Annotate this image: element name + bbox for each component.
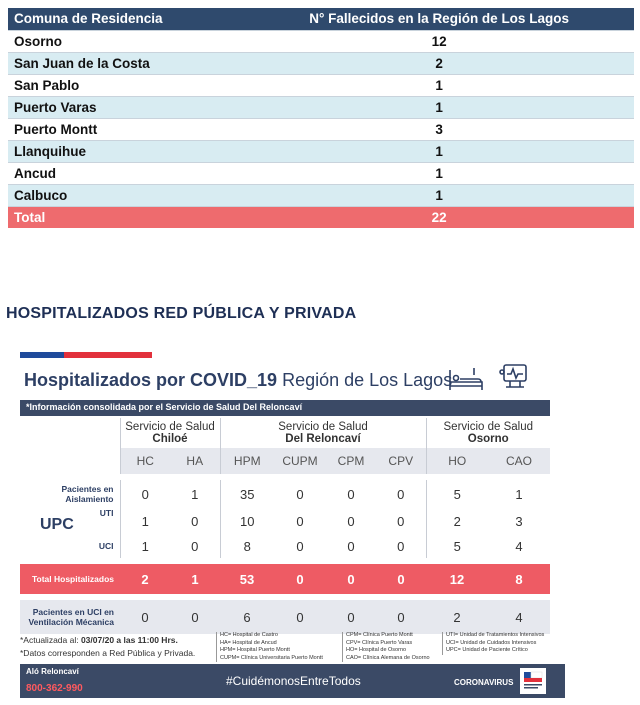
value-cell: 0 <box>397 538 405 554</box>
comuna-cell: Puerto Montt <box>8 118 238 140</box>
value-cell: 0 <box>376 564 426 594</box>
footnotes: *Actualizada al: 03/07/20 a las 11:00 Hrs. *Datos corresponden a Red Pública y Privada. <box>20 635 196 658</box>
value-cell: 2 <box>120 564 170 594</box>
value-cell: 0 <box>376 600 426 634</box>
total-row <box>8 206 634 228</box>
value-cell: 0 <box>326 600 376 634</box>
comuna-cell: Llanquihue <box>8 140 238 162</box>
comuna-cell: San Juan de la Costa <box>8 52 238 74</box>
count-cell: 3 <box>238 118 634 140</box>
ventilacion-row <box>20 600 550 634</box>
ventilator-icon <box>498 362 532 392</box>
value-cell: 1 <box>191 486 199 502</box>
infographic-title: Hospitalizados por COVID_19 Región de Los Lagos <box>24 370 453 390</box>
table-row <box>8 30 634 52</box>
legend-clinics: CPM= Clínica Puerto Montt CPV= Clínica Puerto Varas HO= Hospital de Osorno CAO= Clínica Alemana de Osorno <box>342 632 430 662</box>
column-header: HPM <box>220 448 274 474</box>
value-cell: 0 <box>347 513 355 529</box>
count-cell: 1 <box>238 74 634 96</box>
value-cell: 5 <box>426 534 488 558</box>
value-cell: 1 <box>120 534 170 558</box>
row-label: Pacientes en UCI en Ventilación Mécanica <box>20 600 120 634</box>
count-cell: 1 <box>238 162 634 184</box>
count-cell: 1 <box>238 184 634 206</box>
hashtag: #CuidémonosEntreTodos <box>226 674 361 688</box>
gobierno-logo <box>520 668 546 694</box>
phone-number: 800-362-990 <box>26 683 83 694</box>
value-cell: 1 <box>515 486 523 502</box>
value-cell: 0 <box>191 538 199 554</box>
value-cell: 0 <box>347 486 355 502</box>
deaths-table <box>8 8 634 228</box>
value-cell: 5 <box>426 480 488 508</box>
header-comuna: Comuna de Residencia <box>8 8 238 30</box>
value-cell: 35 <box>220 480 274 508</box>
section-title: HOSPITALIZADOS RED PÚBLICA Y PRIVADA <box>6 305 357 322</box>
table-row <box>8 96 634 118</box>
upc-label: UPC <box>40 516 74 533</box>
legend-hospitals: HC= Hospital de Castro HA= Hospital de Ancud HPM= Hospital Puerto Montt CUPM= Clínica Universitaria Puerto Montt <box>216 632 323 662</box>
bottom-banner <box>20 664 565 698</box>
value-cell: 4 <box>488 600 550 634</box>
value-cell: 12 <box>426 564 488 594</box>
coronavirus-label: CORONAVIRUS <box>454 678 514 687</box>
service-osorno: Servicio de Salud Osorno <box>426 418 550 448</box>
comuna-cell: Osorno <box>8 30 238 52</box>
column-header: HO <box>426 448 488 474</box>
value-cell: 3 <box>515 513 523 529</box>
value-cell: 0 <box>274 564 326 594</box>
table-row <box>8 74 634 96</box>
column-header: CAO <box>488 448 550 474</box>
count-cell: 12 <box>238 30 634 52</box>
flag-stripe <box>20 352 152 358</box>
count-cell: 1 <box>238 96 634 118</box>
row-label: Total Hospitalizados <box>20 564 120 594</box>
value-cell: 0 <box>274 600 326 634</box>
value-cell: 53 <box>220 564 274 594</box>
value-cell: 0 <box>296 513 304 529</box>
table-row <box>20 534 550 558</box>
value-cell: 0 <box>397 486 405 502</box>
alo-reloncavi: Aló Reloncaví <box>26 667 79 676</box>
table-row <box>8 140 634 162</box>
comuna-cell: Calbuco <box>8 184 238 206</box>
comuna-cell: Ancud <box>8 162 238 184</box>
value-cell: 0 <box>326 564 376 594</box>
table-row <box>20 480 550 508</box>
total-value: 22 <box>238 206 634 228</box>
header-fallecidos: N° Fallecidos en la Región de Los Lagos <box>238 8 634 30</box>
value-cell: 0 <box>120 600 170 634</box>
table-row <box>8 184 634 206</box>
value-cell: 2 <box>426 508 488 534</box>
value-cell: 10 <box>220 508 274 534</box>
legend-units: UTI= Unidad de Tratamientos Intensivos UCI= Unidad de Cuidados Intensivos UPC= Unidad de Paciente Crítico <box>442 632 544 655</box>
column-header: CUPM <box>274 448 326 474</box>
hospitalizados-infographic <box>20 352 565 700</box>
value-cell: 8 <box>220 534 274 558</box>
comuna-cell: Puerto Varas <box>8 96 238 118</box>
count-cell: 2 <box>238 52 634 74</box>
column-header: CPM <box>326 448 376 474</box>
column-header: HA <box>170 448 220 474</box>
value-cell: 0 <box>296 538 304 554</box>
table-row <box>20 508 550 534</box>
value-cell: 1 <box>120 508 170 534</box>
column-header: HC <box>120 448 170 474</box>
service-reloncavi: Servicio de Salud Del Reloncaví <box>220 418 426 448</box>
value-cell: 8 <box>488 564 550 594</box>
column-header: CPV <box>376 448 426 474</box>
table-row <box>8 118 634 140</box>
total-hospitalizados-row <box>20 564 550 594</box>
hospital-bed-icon <box>448 366 484 392</box>
row-label: UCI <box>98 541 114 551</box>
row-label: UPC UTI <box>40 508 114 533</box>
table-row <box>8 52 634 74</box>
value-cell: 1 <box>170 564 220 594</box>
info-note: *Información consolidada por el Servicio de Salud Del Reloncaví <box>20 400 550 416</box>
value-cell: 0 <box>170 600 220 634</box>
value-cell: 2 <box>426 600 488 634</box>
hospital-grid <box>20 418 550 634</box>
value-cell: 0 <box>120 480 170 508</box>
value-cell: 0 <box>397 513 405 529</box>
value-cell: 0 <box>296 486 304 502</box>
value-cell: 4 <box>515 538 523 554</box>
table-row <box>8 162 634 184</box>
value-cell: 0 <box>191 513 199 529</box>
comuna-cell: San Pablo <box>8 74 238 96</box>
value-cell: 0 <box>347 538 355 554</box>
value-cell: 6 <box>220 600 274 634</box>
total-label: Total <box>8 206 238 228</box>
row-label: Pacientes en Aislamiento <box>61 484 114 504</box>
count-cell: 1 <box>238 140 634 162</box>
service-chiloe: Servicio de Salud Chiloé <box>120 418 220 448</box>
